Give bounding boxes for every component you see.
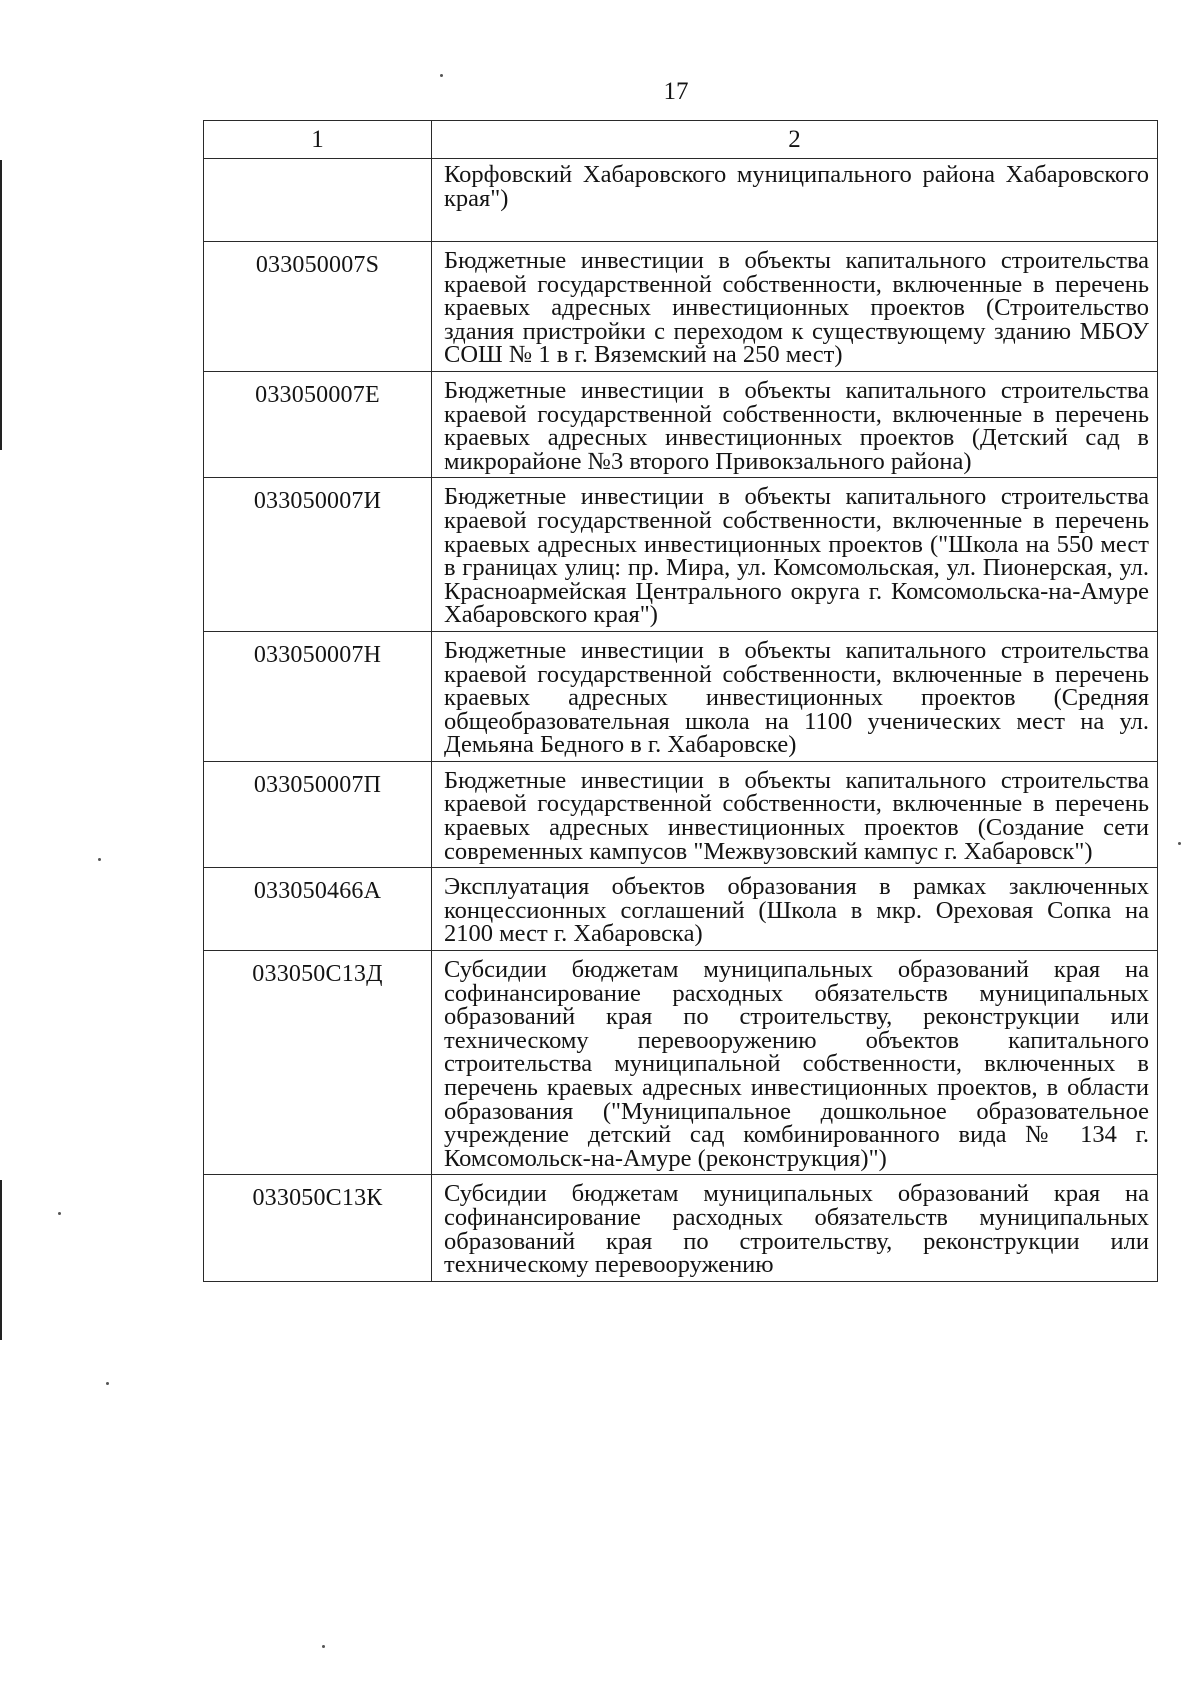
row-code: 033050466A — [204, 868, 432, 951]
table-header-row — [204, 121, 1158, 159]
row-code: 033050007П — [204, 761, 432, 867]
scan-speck — [440, 74, 443, 77]
scan-speck — [58, 1212, 61, 1215]
row-code: 033050007E — [204, 371, 432, 477]
row-code: 033050С13К — [204, 1175, 432, 1281]
table-row — [204, 242, 1158, 372]
table-row — [204, 951, 1158, 1175]
scan-speck — [98, 858, 101, 861]
row-description: Бюджетные инвестиции в объекты капитального строительства краевой государственной собственности, включенные в перечень краевых адресных инвестиционных проектов (Средняя общеобразовательная школа на 1100 ученических мест на ул. Демьяна Бедного в г. Хабаровске) — [432, 631, 1158, 761]
scan-speck — [322, 1645, 325, 1648]
row-code: 033050007S — [204, 242, 432, 372]
scan-speck — [106, 1382, 109, 1385]
row-description: Субсидии бюджетам муниципальных образований края на софинансирование расходных обязательств муниципальных образований края по строительству, реконструкции или техническому перевооружению объектов капитального строительства муниципальной собственности, включенных в перечень краевых адресных инвестиционных проектов, в области образования ("Муниципальное дошкольное образовательное учреждение детский сад комбинированного вида № 134 г. Комсомольск-на-Амуре (реконструкция)") — [432, 951, 1158, 1175]
table-row — [204, 761, 1158, 867]
scan-edge-mark — [0, 1180, 2, 1340]
row-description: Бюджетные инвестиции в объекты капитального строительства краевой государственной собственности, включенные в перечень краевых адресных инвестиционных проектов (Создание сети современных кампусов "Межвузовский кампус г. Хабаровск") — [432, 761, 1158, 867]
row-code: 033050007И — [204, 478, 432, 632]
row-description: Эксплуатация объектов образования в рамках заключенных концессионных соглашений (Школа в мкр. Ореховая Сопка на 2100 мест г. Хабаровска) — [432, 868, 1158, 951]
table-row — [204, 868, 1158, 951]
column-header-1: 1 — [204, 121, 432, 159]
table-row — [204, 478, 1158, 632]
row-code: 033050007H — [204, 631, 432, 761]
scan-speck — [1178, 842, 1181, 845]
row-description: Бюджетные инвестиции в объекты капитального строительства краевой государственной собственности, включенные в перечень краевых адресных инвестиционных проектов (Детский сад в микрорайоне №3 второго Привокзального района) — [432, 371, 1158, 477]
table-row — [204, 1175, 1158, 1281]
row-description: Субсидии бюджетам муниципальных образований края на софинансирование расходных обязательств муниципальных образований края по строительству, реконструкции или техническому перевооружению — [432, 1175, 1158, 1281]
row-description: Бюджетные инвестиции в объекты капитального строительства краевой государственной собственности, включенные в перечень краевых адресных инвестиционных проектов (Строительство здания пристройки с переходом к существующему зданию МБОУ СОШ № 1 в г. Вяземский на 250 мест) — [432, 242, 1158, 372]
table-row — [204, 631, 1158, 761]
page-number: 17 — [663, 78, 689, 105]
table-row — [204, 159, 1158, 242]
column-header-2: 2 — [432, 121, 1158, 159]
table-row — [204, 371, 1158, 477]
row-description: Корфовский Хабаровского муниципального района Хабаровского края") — [432, 159, 1158, 242]
row-code: 033050С13Д — [204, 951, 432, 1175]
scan-edge-mark — [0, 160, 2, 450]
row-code — [204, 159, 432, 242]
codes-table — [203, 120, 1158, 1282]
row-description: Бюджетные инвестиции в объекты капитального строительства краевой государственной собственности, включенные в перечень краевых адресных инвестиционных проектов ("Школа на 550 мест в границах улиц: пр. Мира, ул. Комсомольская, ул. Пионерская, ул. Красноармейская Центрального округа г. Комсомольска-на-Амуре Хабаровского края") — [432, 478, 1158, 632]
